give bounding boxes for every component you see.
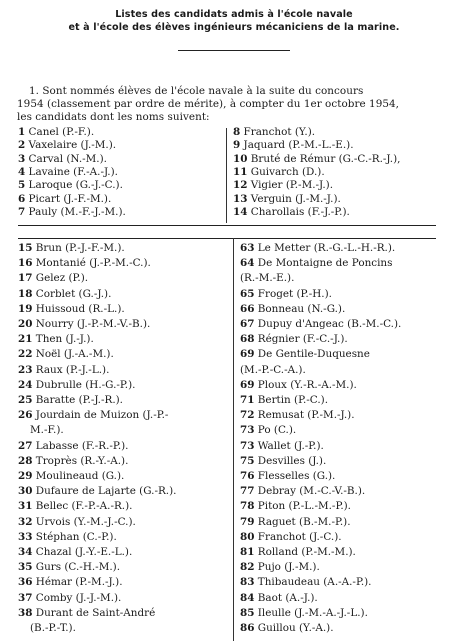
candidate-row <box>18 485 176 497</box>
candidate-row <box>18 394 123 406</box>
rank-number: 63 <box>240 242 255 254</box>
candidate-name: Huissoud (R.-L.). <box>35 302 125 315</box>
candidate-name: Canel (P.-F.). <box>28 126 95 138</box>
candidate-row <box>18 607 155 619</box>
candidate-name: Baratte (P.-J.-R.). <box>35 394 123 406</box>
candidate-name: Gelez (P.). <box>35 272 89 285</box>
rank-number: 73 <box>240 424 255 437</box>
candidate-row <box>240 394 328 406</box>
rank-number: 23 <box>18 363 33 376</box>
candidate-row <box>18 379 135 391</box>
candidate-name: Po (C.). <box>257 424 297 437</box>
candidate-name: Vigier (P.-M.-J.). <box>250 179 334 192</box>
candidate-row <box>18 126 94 138</box>
candidate-name: Noël (J.-A.-M.). <box>35 348 114 361</box>
candidate-row <box>240 440 324 452</box>
rank-number: 38 <box>18 606 33 619</box>
candidate-name: Bonneau (N.-G.). <box>257 302 346 315</box>
intro-paragraph <box>17 85 459 124</box>
candidate-row <box>18 303 125 315</box>
rank-number: 37 <box>18 591 33 604</box>
rank-number: 14 <box>233 205 248 218</box>
rank-number: 36 <box>18 576 33 589</box>
candidate-row <box>240 455 326 467</box>
candidate-name: Guivarch (D.). <box>250 165 325 178</box>
candidate-row <box>233 166 325 178</box>
candidate-row <box>18 409 168 421</box>
candidate-name: Franchot (Y.). <box>243 126 316 138</box>
candidate-name: Jaquard (P.-M.-L.-E.). <box>243 139 354 152</box>
candidate-row <box>18 153 107 165</box>
title-line-2: et à l'école des élèves ingénieurs mécaniciens de la marine. <box>68 22 400 33</box>
rank-number: 32 <box>18 515 33 528</box>
candidate-name: Nourry (J.-P.-M.-V.-B.). <box>35 318 151 330</box>
candidate-name: Carval (N.-M.). <box>28 152 107 165</box>
candidate-name: Dubrulle (H.-G.-P.). <box>35 378 136 391</box>
candidate-row <box>240 500 351 512</box>
rank-number: 1 <box>18 126 26 138</box>
rank-number: 80 <box>240 530 255 543</box>
bottom-column-divider <box>233 238 234 641</box>
candidate-row <box>18 318 150 330</box>
rank-number: 10 <box>233 152 248 165</box>
candidate-name: Dufaure de Lajarte (G.-R.). <box>35 485 177 498</box>
intro-line-3: les candidats dont les noms suivent: <box>17 111 210 123</box>
candidate-name: Vaxelaire (J.-M.). <box>28 139 117 152</box>
candidate-row <box>18 455 128 467</box>
candidate-row <box>240 409 355 421</box>
candidate-row <box>233 179 333 191</box>
rank-number: 79 <box>240 515 255 528</box>
rank-number: 73 <box>240 439 255 452</box>
candidate-name: Hémar (P.-M.-J.). <box>35 576 123 589</box>
candidate-name: Laroque (G.-J.-C.). <box>28 179 123 192</box>
candidate-row <box>18 288 111 300</box>
candidate-row <box>240 622 334 634</box>
candidate-row <box>240 333 348 345</box>
candidate-row <box>18 546 132 558</box>
candidate-name: Durant de Saint-André <box>35 606 156 619</box>
rank-number: 15 <box>18 242 33 254</box>
candidate-name: Wallet (J.-P.). <box>257 439 324 452</box>
top-column-divider <box>226 128 227 223</box>
rank-number: 85 <box>240 606 255 619</box>
rank-number: 21 <box>18 333 33 346</box>
candidate-row <box>240 516 351 528</box>
rank-number: 2 <box>18 139 26 152</box>
candidate-row <box>240 288 332 300</box>
candidate-name: Gurs (C.-H.-M.). <box>35 561 120 574</box>
candidate-name: Chazal (J.-Y.-E.-L.). <box>35 546 133 558</box>
rank-number: 84 <box>240 591 255 604</box>
candidate-name: Ploux (Y.-R.-A.-M.). <box>257 378 357 391</box>
rank-number: 72 <box>240 409 255 422</box>
candidate-row <box>240 485 365 497</box>
candidate-row <box>18 166 118 178</box>
rank-number: 76 <box>240 470 255 482</box>
intro-line-2: 1954 (classement par ordre de mérite), à compter du 1er octobre 1954, <box>17 98 400 110</box>
rank-number: 19 <box>18 302 33 315</box>
candidate-name: Picart (J.-F.-M.). <box>28 192 112 205</box>
rank-number: 13 <box>233 192 248 205</box>
rank-number: 69 <box>240 378 255 391</box>
rank-number: 9 <box>233 139 241 152</box>
rank-number: 71 <box>240 394 255 406</box>
rank-number: 82 <box>240 561 255 574</box>
section-rule-upper <box>18 225 436 226</box>
candidate-row <box>18 206 126 218</box>
candidate-row <box>30 424 64 436</box>
candidate-row <box>240 531 342 543</box>
candidate-name: Debray (M.-C.-V.-B.). <box>257 485 366 498</box>
rank-number: 35 <box>18 561 33 574</box>
rank-number: 27 <box>18 439 33 452</box>
candidate-row <box>240 592 318 604</box>
candidate-row <box>18 470 124 482</box>
rank-number: 81 <box>240 546 255 558</box>
candidate-name: Guillou (Y.-A.). <box>257 622 334 634</box>
rank-number: 18 <box>18 287 33 300</box>
rank-number: 86 <box>240 622 255 634</box>
candidate-name: Le Metter (R.-G.-L.-H.-R.). <box>257 242 396 254</box>
candidate-row <box>18 193 111 205</box>
candidate-row <box>240 242 395 254</box>
candidate-row <box>240 272 294 284</box>
candidate-row <box>240 561 320 573</box>
candidate-name: Flesselles (G.). <box>257 470 336 482</box>
candidate-name: Verguin (J.-M.-J.). <box>250 192 341 205</box>
candidate-name: Comby (J.-J.-M.). <box>35 591 122 604</box>
rank-number: 66 <box>240 302 255 315</box>
rank-number: 83 <box>240 576 255 589</box>
candidate-name: (B.-P.-T.). <box>30 622 76 634</box>
rank-number: 30 <box>18 485 33 498</box>
rank-number: 3 <box>18 152 26 165</box>
candidate-row <box>240 470 335 482</box>
rank-number: 65 <box>240 287 255 300</box>
rank-number: 5 <box>18 179 26 192</box>
candidate-row <box>240 546 356 558</box>
candidate-name: Charollais (F.-J.-P.). <box>250 205 350 218</box>
candidate-name: Raguet (B.-M.-P.). <box>257 515 351 528</box>
candidate-name: Thibaudeau (A.-A.-P.). <box>257 576 372 589</box>
candidate-row <box>240 364 306 376</box>
rank-number: 78 <box>240 500 255 513</box>
rank-number: 6 <box>18 192 26 205</box>
candidate-name: Montanié (J.-P.-M.-C.). <box>35 257 151 270</box>
rank-number: 20 <box>18 318 33 330</box>
candidate-name: Bellec (F.-P.-A.-R.). <box>35 500 133 513</box>
candidate-row <box>233 126 315 138</box>
candidate-row <box>18 257 151 269</box>
candidate-row <box>18 272 88 284</box>
candidate-name: Urvois (Y.-M.-J.-C.). <box>35 515 136 528</box>
rank-number: 31 <box>18 500 33 513</box>
rank-number: 11 <box>233 165 248 178</box>
candidate-row <box>240 318 401 330</box>
candidate-name: Régnier (F.-C.-J.). <box>257 333 348 346</box>
candidate-row <box>18 576 123 588</box>
rank-number: 33 <box>18 530 33 543</box>
candidate-name: Pauly (M.-F.-J.-M.). <box>28 205 126 218</box>
rank-number: 77 <box>240 485 255 498</box>
rank-number: 64 <box>240 257 255 270</box>
candidate-row <box>240 424 296 436</box>
candidate-row <box>18 139 116 151</box>
candidate-name: Piton (P.-L.-M.-P.). <box>257 500 351 513</box>
candidate-row <box>30 622 76 634</box>
candidate-row <box>233 206 350 218</box>
candidate-row <box>18 179 123 191</box>
rank-number: 25 <box>18 394 33 406</box>
candidate-name: De Gentile-Duquesne <box>257 348 370 361</box>
candidate-row <box>18 242 125 254</box>
rank-number: 34 <box>18 546 33 558</box>
rank-number: 17 <box>18 272 33 285</box>
rank-number: 26 <box>18 409 33 422</box>
candidate-name: Bertin (P.-C.). <box>257 394 329 406</box>
candidate-row <box>18 516 136 528</box>
rank-number: 75 <box>240 454 255 467</box>
candidate-name: (M.-P.-C.-A.). <box>240 363 306 376</box>
rank-number: 68 <box>240 333 255 346</box>
candidate-name: Brun (P.-J.-F.-M.). <box>35 242 125 254</box>
candidate-name: Franchot (J.-C.). <box>257 530 342 543</box>
candidate-name: M.-F.). <box>30 424 64 437</box>
section-rule-lower <box>18 238 436 239</box>
candidate-name: Bruté de Rémur (G.-C.-R.-J.), <box>250 152 401 165</box>
candidate-name: Corblet (G.-J.). <box>35 287 112 300</box>
rank-number: 67 <box>240 318 255 330</box>
rank-number: 12 <box>233 179 248 192</box>
candidate-name: Then (J.-J.). <box>35 333 94 346</box>
candidate-row <box>18 333 94 345</box>
candidate-name: Raux (P.-J.-L.). <box>35 363 110 376</box>
rank-number: 28 <box>18 454 33 467</box>
candidate-row <box>233 139 354 151</box>
rank-number: 29 <box>18 470 33 482</box>
rank-number: 7 <box>18 205 26 218</box>
title-line-1: Listes des candidats admis à l'école navale <box>115 9 353 20</box>
candidate-row <box>240 576 372 588</box>
candidate-name: Troprès (R.-Y.-A.). <box>35 454 129 467</box>
candidate-name: Froget (P.-H.). <box>257 287 332 300</box>
candidate-row <box>233 153 400 165</box>
candidate-name: Dupuy d'Angeac (B.-M.-C.). <box>257 318 402 330</box>
candidate-row <box>233 193 341 205</box>
candidate-name: Baot (A.-J.). <box>257 591 318 604</box>
candidate-name: Labasse (F.-R.-P.). <box>35 439 129 452</box>
document-title <box>0 8 468 34</box>
candidate-row <box>18 364 109 376</box>
candidate-name: Ileulle (J.-M.-A.-J.-L.). <box>257 606 368 619</box>
candidate-name: Pujo (J.-M.). <box>257 561 320 574</box>
candidate-row <box>240 257 392 269</box>
title-rule <box>178 50 290 51</box>
candidate-name: Stéphan (C.-P.). <box>35 530 117 543</box>
candidate-row <box>240 607 368 619</box>
candidate-name: Remusat (P.-M.-J.). <box>257 409 355 422</box>
candidate-name: Jourdain de Muizon (J.-P.- <box>35 409 169 422</box>
candidate-name: Desvilles (J.). <box>257 454 327 467</box>
rank-number: 69 <box>240 348 255 361</box>
rank-number: 4 <box>18 165 26 178</box>
candidate-row <box>240 303 345 315</box>
candidate-row <box>240 379 357 391</box>
candidate-row <box>18 592 121 604</box>
candidate-name: Rolland (P.-M.-M.). <box>257 546 356 558</box>
candidate-row <box>18 500 132 512</box>
candidate-row <box>18 348 114 360</box>
candidate-row <box>18 531 117 543</box>
candidate-name: Moulineaud (G.). <box>35 470 125 482</box>
rank-number: 24 <box>18 378 33 391</box>
intro-line-1: 1. Sont nommés élèves de l'école navale à la suite du concours <box>29 85 364 97</box>
candidate-name: De Montaigne de Poncins <box>257 257 393 270</box>
candidate-row <box>18 561 120 573</box>
candidate-name: (R.-M.-E.). <box>240 272 295 285</box>
rank-number: 22 <box>18 348 33 361</box>
candidate-row <box>240 348 370 360</box>
candidate-name: Lavaine (F.-A.-J.). <box>28 165 118 178</box>
rank-number: 16 <box>18 257 33 270</box>
candidate-row <box>18 440 128 452</box>
rank-number: 8 <box>233 126 241 138</box>
